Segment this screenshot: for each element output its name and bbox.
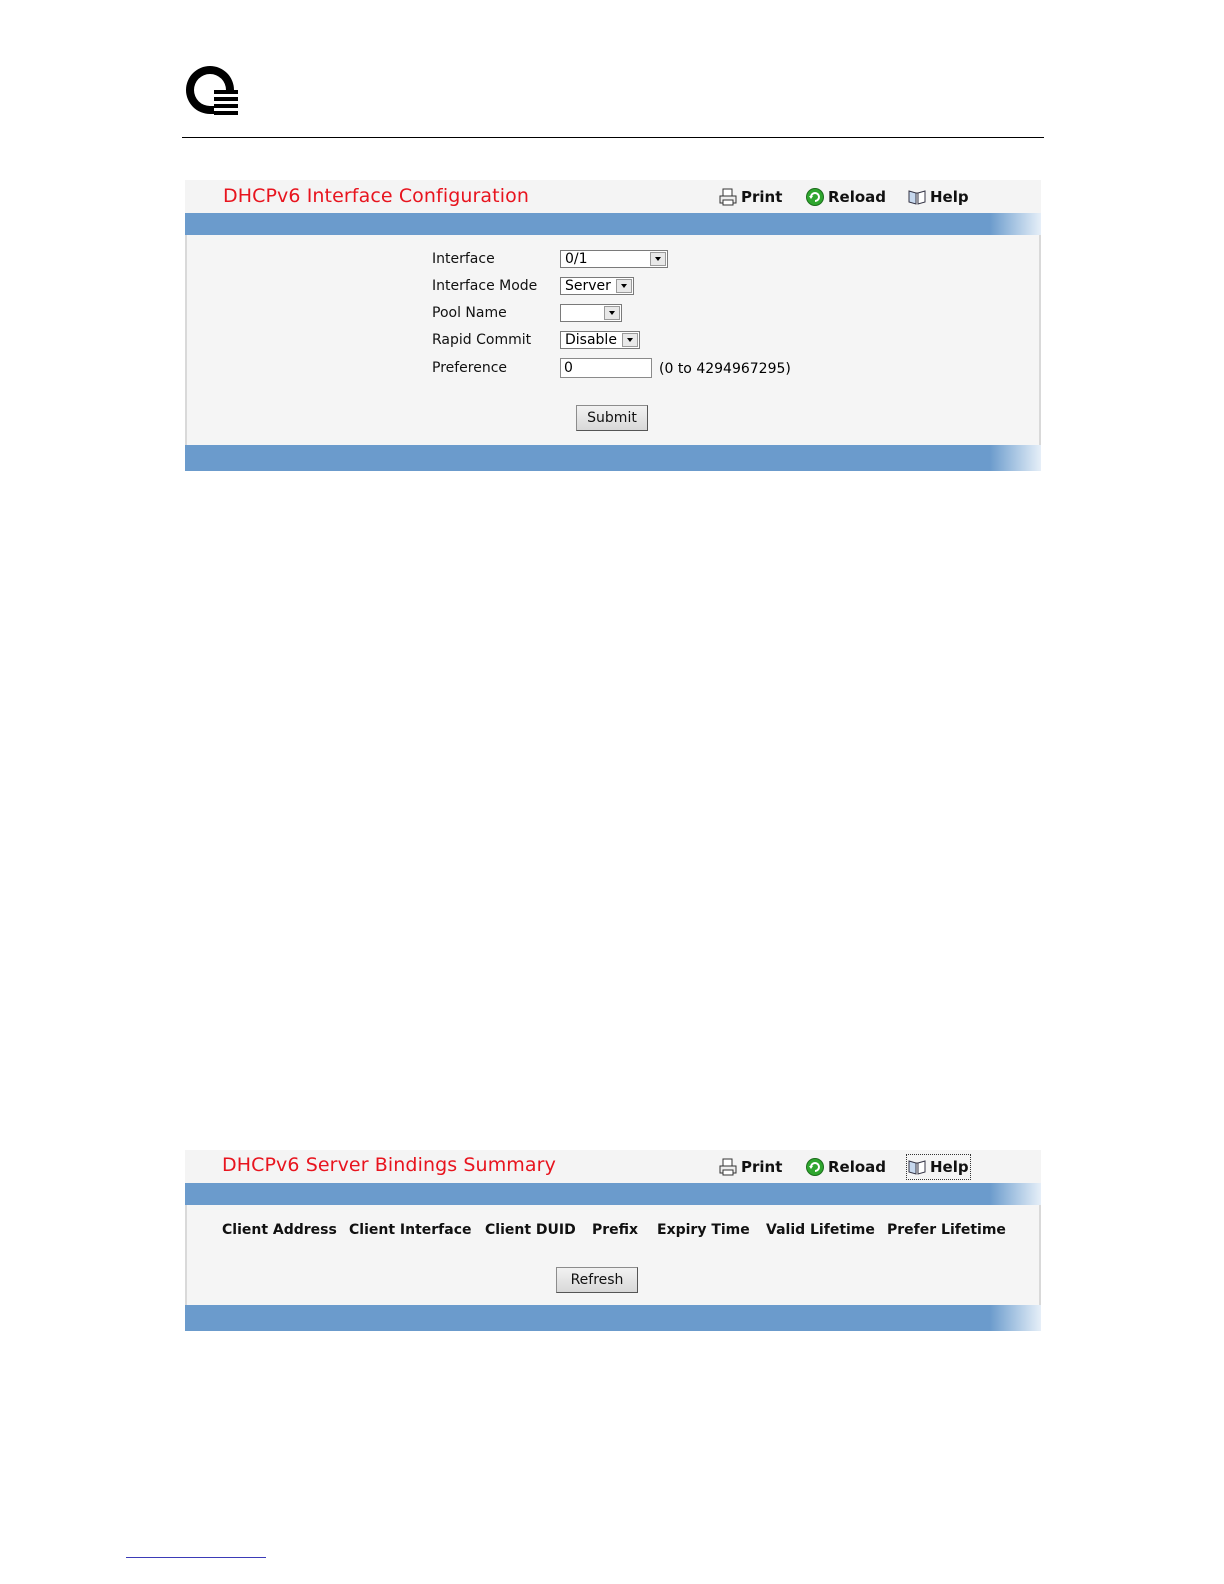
panel-titlebar	[185, 180, 1041, 213]
help-button[interactable]	[908, 1156, 969, 1178]
reload-icon	[806, 188, 824, 206]
rapid-commit-label: Rapid Commit	[432, 332, 532, 348]
help-button[interactable]	[908, 186, 969, 208]
print-button[interactable]	[719, 186, 782, 208]
interface-label: Interface	[432, 251, 495, 267]
page-title: DHCPv6 Interface Configuration	[223, 185, 529, 207]
config-form	[185, 235, 1041, 445]
column-header: Prefix	[592, 1222, 639, 1238]
column-header: Prefer Lifetime	[887, 1222, 1006, 1238]
footer-bar	[185, 1305, 1041, 1331]
toolbar	[741, 186, 1041, 208]
interface-select[interactable]	[560, 250, 668, 268]
interface-mode-label: Interface Mode	[432, 278, 538, 294]
rapid-commit-select[interactable]	[560, 331, 640, 349]
help-label: Help	[930, 188, 969, 206]
chevron-down-icon[interactable]	[622, 333, 638, 347]
column-header: Expiry Time	[657, 1222, 750, 1238]
brand-logo-icon	[184, 64, 240, 116]
reload-button[interactable]	[806, 1156, 886, 1178]
help-book-icon	[908, 1158, 926, 1176]
preference-range-hint: (0 to 4294967295)	[659, 361, 791, 377]
chevron-down-icon[interactable]	[650, 252, 666, 266]
reload-label: Reload	[828, 188, 887, 206]
pool-name-select[interactable]	[560, 304, 622, 322]
panel-titlebar	[185, 1150, 1041, 1183]
submit-button[interactable]: Submit	[576, 405, 648, 431]
interface-mode-value: Server	[565, 278, 611, 294]
pool-name-label: Pool Name	[432, 305, 507, 321]
rapid-commit-value: Disable	[565, 332, 617, 348]
refresh-button[interactable]: Refresh	[556, 1267, 638, 1293]
bindings-summary-panel	[185, 1150, 1041, 1331]
column-header: Client Address	[222, 1222, 337, 1238]
page-title: DHCPv6 Server Bindings Summary	[222, 1154, 556, 1176]
preference-input[interactable]: 0	[560, 358, 652, 378]
interface-mode-select[interactable]	[560, 277, 634, 295]
help-label: Help	[930, 1158, 969, 1176]
toolbar	[741, 1156, 1041, 1178]
print-label: Print	[741, 1158, 783, 1176]
preference-label: Preference	[432, 360, 508, 376]
column-header: Client DUID	[485, 1222, 576, 1238]
header-divider	[182, 137, 1044, 138]
print-label: Print	[741, 188, 783, 206]
chevron-down-icon[interactable]	[616, 279, 632, 293]
print-button[interactable]	[719, 1156, 782, 1178]
printer-icon	[719, 1158, 737, 1176]
bindings-table	[185, 1205, 1041, 1305]
column-header: Client Interface	[349, 1222, 472, 1238]
header-bar	[185, 1183, 1041, 1205]
header-bar	[185, 213, 1041, 235]
footnote-rule	[126, 1557, 266, 1558]
reload-label: Reload	[828, 1158, 887, 1176]
reload-button[interactable]	[806, 186, 886, 208]
chevron-down-icon[interactable]	[604, 306, 620, 320]
column-header: Valid Lifetime	[766, 1222, 875, 1238]
interface-config-panel	[185, 180, 1041, 471]
printer-icon	[719, 188, 737, 206]
help-book-icon	[908, 188, 926, 206]
interface-value: 0/1	[565, 251, 588, 267]
reload-icon	[806, 1158, 824, 1176]
footer-bar	[185, 445, 1041, 471]
